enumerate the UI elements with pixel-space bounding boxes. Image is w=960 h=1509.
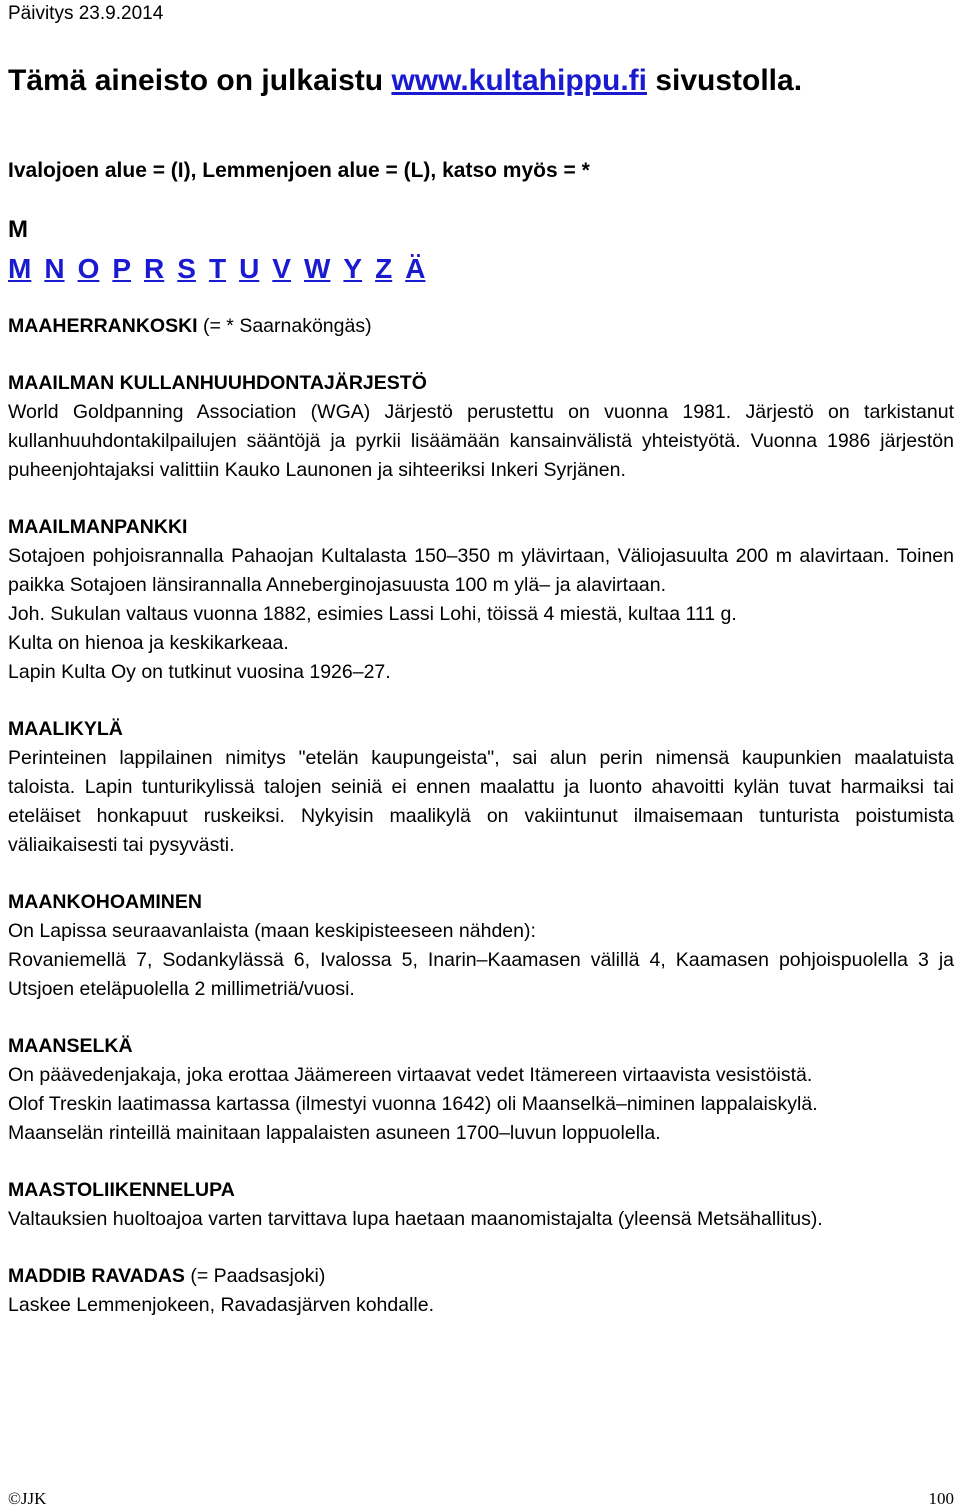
- entry-note: (= * Saarnaköngäs): [197, 315, 372, 337]
- entry-heading: [8, 1262, 954, 1291]
- letter-link-z[interactable]: Z: [375, 253, 393, 284]
- page-number: 100: [928, 1489, 954, 1508]
- glossary-entry: [8, 1262, 954, 1320]
- entry-title: MAALIKYLÄ: [8, 718, 123, 740]
- letter-link-o[interactable]: O: [77, 253, 100, 284]
- glossary-entry: [8, 369, 954, 485]
- entry-text: Kulta on hienoa ja keskikarkeaa.: [8, 632, 289, 654]
- headline-prefix: Tämä aineisto on julkaistu: [8, 64, 392, 97]
- entry-text: Olof Treskin laatimassa kartassa (ilmestyi vuonna 1642) oli Maanselkä–niminen lappalaiskylä.: [8, 1093, 818, 1115]
- glossary-entry: [8, 715, 954, 860]
- entry-heading: [8, 369, 954, 398]
- entry-text: Laskee Lemmenjokeen, Ravadasjärven kohdalle.: [8, 1294, 435, 1316]
- letter-link-v[interactable]: V: [272, 253, 291, 284]
- entry-heading: [8, 1176, 954, 1205]
- letter-link-w[interactable]: W: [303, 253, 331, 284]
- headline-suffix: sivustolla.: [646, 64, 803, 97]
- glossary-entry: [8, 1032, 954, 1148]
- letter-link-t[interactable]: T: [208, 253, 227, 284]
- entry-heading: [8, 312, 954, 341]
- headline: [8, 64, 802, 98]
- entry-heading: [8, 1032, 954, 1061]
- entry-heading: [8, 513, 954, 542]
- entry-text: Joh. Sukulan valtaus vuonna 1882, esimies Lassi Lohi, töissä 4 miestä, kultaa 111 g.: [8, 603, 737, 625]
- glossary-entry: [8, 1176, 954, 1234]
- entry-text: Sotajoen pohjoisrannalla Pahaojan Kultalasta 150–350 m ylävirtaan, Väliojasuulta 200 m alavirtaan. Toinen paikka Sotajoen länsirannalla Anneberginojasuusta 100 m ylä– ja alavirtaan.: [8, 545, 954, 596]
- glossary-content: [8, 312, 954, 1348]
- footer-copyright: ©JJK: [8, 1489, 47, 1508]
- entry-text: On Lapissa seuraavanlaista (maan keskipisteeseen nähden):: [8, 920, 536, 942]
- entry-title: MADDIB RAVADAS: [8, 1265, 185, 1287]
- entry-text: Lapin Kulta Oy on tutkinut vuosina 1926–27.: [8, 661, 391, 683]
- entry-title: MAASTOLIIKENNELUPA: [8, 1179, 235, 1201]
- entry-title: MAAILMAN KULLANHUUHDONTAJÄRJESTÖ: [8, 372, 427, 394]
- glossary-entry: [8, 312, 954, 341]
- entry-heading: [8, 888, 954, 917]
- entry-text: Perinteinen lappilainen nimitys "etelän kaupungeista", sai alun perin nimensä kaupunkien maalatuista taloista. Lapin tunturikylissä talojen seiniä ei ennen maalattu ja luonto ahavoitti kylän tuvat harmaiksi tai eteläiset honkapuut ruskeiksi. Nykyisin maalikylä on vakiintunut ilmaisemaan tunturista poistumista väliaikaisesti tai pysyvästi.: [8, 747, 954, 856]
- letter-link-n[interactable]: N: [44, 253, 65, 284]
- letter-link-y[interactable]: Y: [343, 253, 363, 284]
- entry-text: World Goldpanning Association (WGA) Järjestö perustettu on vuonna 1981. Järjestö on tarkistanut kullanhuuhdontakilpailujen sääntöjä ja pyrkii lisäämään kansainvälistä yhteistyötä. Vuonna 1986 järjestön puheenjohtajaksi valittiin Kauko Launonen ja sihteeriksi Inkeri Syrjänen.: [8, 401, 954, 481]
- letter-link-ä[interactable]: Ä: [405, 253, 426, 284]
- site-link[interactable]: www.kultahippu.fi: [391, 64, 647, 97]
- letter-link-r[interactable]: R: [144, 253, 165, 284]
- entry-title: MAANSELKÄ: [8, 1035, 133, 1057]
- area-legend: Ivalojoen alue = (I), Lemmenjoen alue = (L), katso myös = *: [8, 159, 590, 182]
- letter-navigation: [8, 253, 438, 285]
- current-letter: M: [8, 216, 28, 243]
- entry-title: MAAHERRANKOSKI: [8, 315, 198, 337]
- letter-link-s[interactable]: S: [177, 253, 196, 284]
- entry-title: MAAILMANPANKKI: [8, 516, 188, 538]
- entry-title: MAANKOHOAMINEN: [8, 891, 202, 913]
- entry-heading: [8, 715, 954, 744]
- entry-text: On päävedenjakaja, joka erottaa Jäämereen virtaavat vedet Itämereen virtaavista vesistöistä.: [8, 1064, 813, 1086]
- entry-text: Maanselän rinteillä mainitaan lappalaisten asuneen 1700–luvun loppuolella.: [8, 1122, 661, 1144]
- entry-text: Valtauksien huoltoajoa varten tarvittava lupa haetaan maanomistajalta (yleensä Metsähallitus).: [8, 1208, 823, 1230]
- letter-link-m[interactable]: M: [8, 253, 32, 284]
- glossary-entry: [8, 888, 954, 1004]
- glossary-entry: [8, 513, 954, 687]
- entry-note: (= Paadsasjoki): [184, 1265, 326, 1287]
- letter-link-p[interactable]: P: [112, 253, 132, 284]
- letter-link-u[interactable]: U: [239, 253, 260, 284]
- update-date: Päivitys 23.9.2014: [8, 3, 164, 24]
- entry-text: Rovaniemellä 7, Sodankylässä 6, Ivalossa 5, Inarin–Kaamasen välillä 4, Kaamasen pohjoispuolella 3 ja Utsjoen eteläpuolella 2 millimetriä/vuosi.: [8, 949, 954, 1000]
